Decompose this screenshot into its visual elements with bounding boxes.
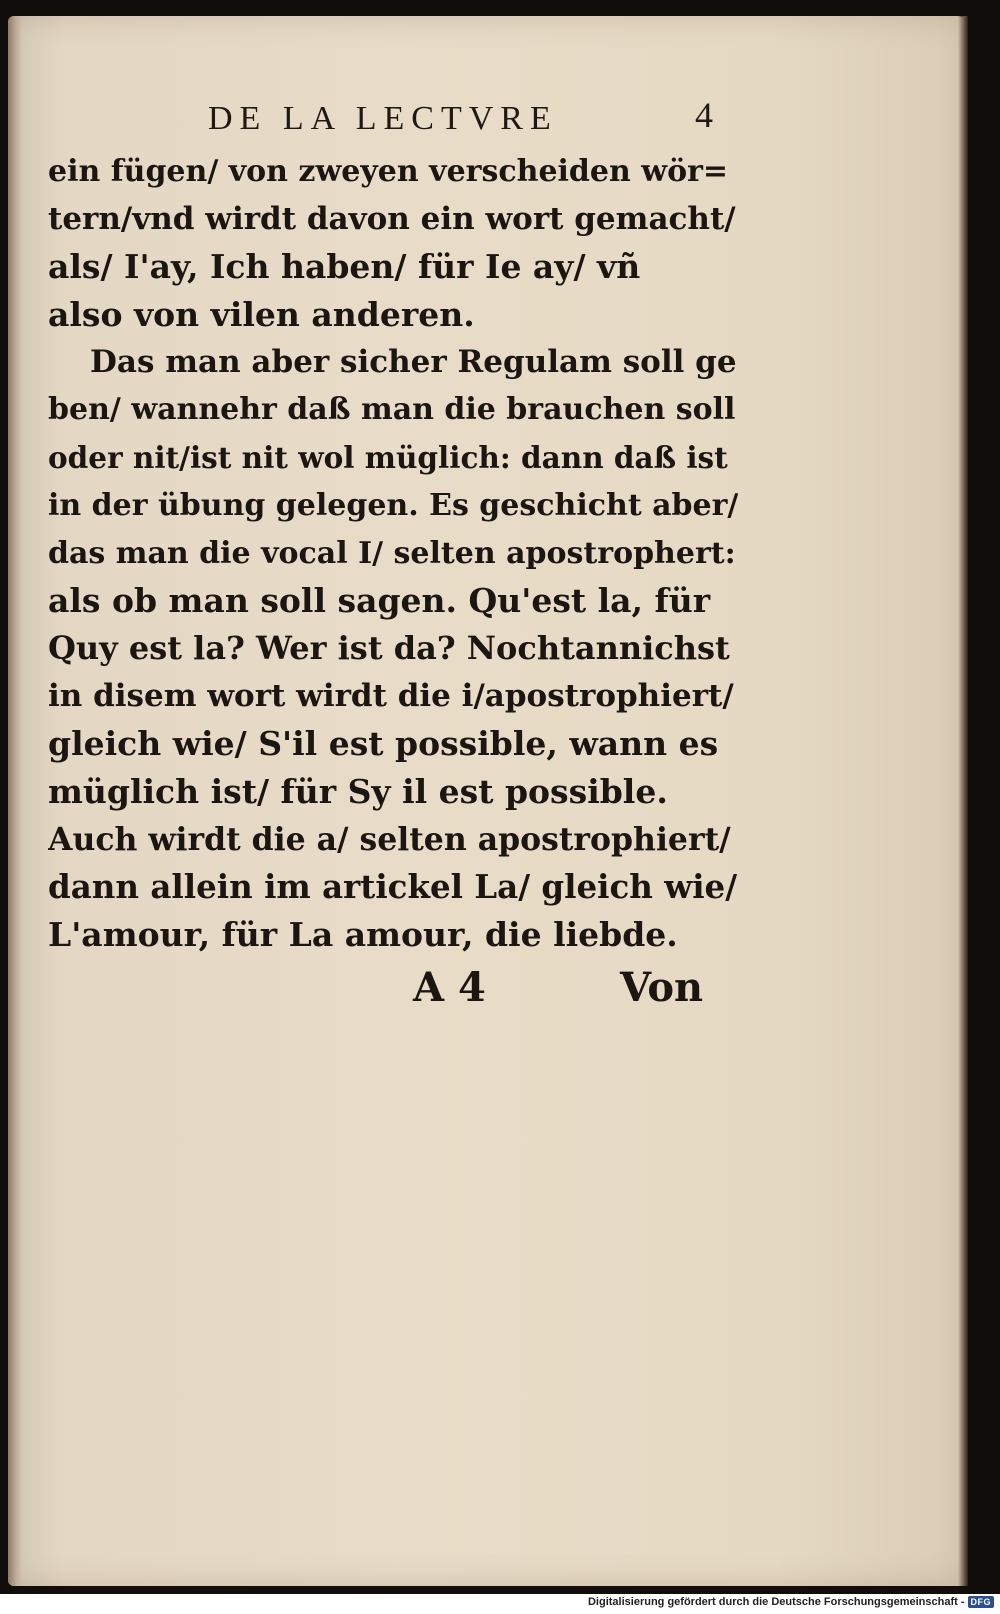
credit-text: Digitalisierung gefördert durch die Deutsche Forschungsgemeinschaft - [587,1596,965,1608]
signature-mark: A 4 [413,964,486,1011]
page-number: 4 [695,95,713,135]
text-line: ein fügen/ von zweyen verscheiden wör= [48,154,729,189]
book-page [8,16,968,1586]
text-line: das man die vocal I/ selten apostrophert: [48,535,736,571]
dfg-logo: DFG [968,1596,995,1608]
text-line: Auch wirdt die a/ selten apostrophiert/ [48,820,731,858]
text-line: dann allein im artickel La/ gleich wie/ [48,867,738,907]
page-footer [8,964,748,1024]
text-line: als ob man soll sagen. Qu'est la, für [48,581,711,621]
page-header [8,94,748,144]
running-head: DE LA LECTVRE [208,100,558,137]
digitization-credit [588,1596,994,1608]
text-line: Das man aber sicher Regulam soll ge [90,343,737,380]
text-line: in disem wort wirdt die i/apostrophiert/ [48,677,734,714]
page-left-edge [8,16,22,1586]
text-line: also von vilen anderen. [48,295,475,335]
text-line: als/ I'ay, Ich haben/ für Ie ay/ vñ [48,247,641,287]
text-line: Quy est la? Wer ist da? Nochtannichst [48,628,730,667]
text-line: in der übung gelegen. Es geschicht aber/ [48,487,738,523]
text-line: L'amour, für La amour, die liebde. [48,915,678,954]
body-text [48,148,738,959]
page-right-edge [958,16,968,1586]
text-line: gleich wie/ S'il est possible, wann es [48,724,719,764]
catchword: Von [620,964,704,1011]
text-line: oder nit/ist nit wol müglich: dann daß ist [48,440,728,476]
text-line: müglich ist/ für Sy il est possible. [48,771,668,811]
text-line: tern/vnd wirdt davon ein wort gemacht/ [48,200,736,237]
text-line: ben/ wannehr daß man die brauchen soll [48,392,736,428]
